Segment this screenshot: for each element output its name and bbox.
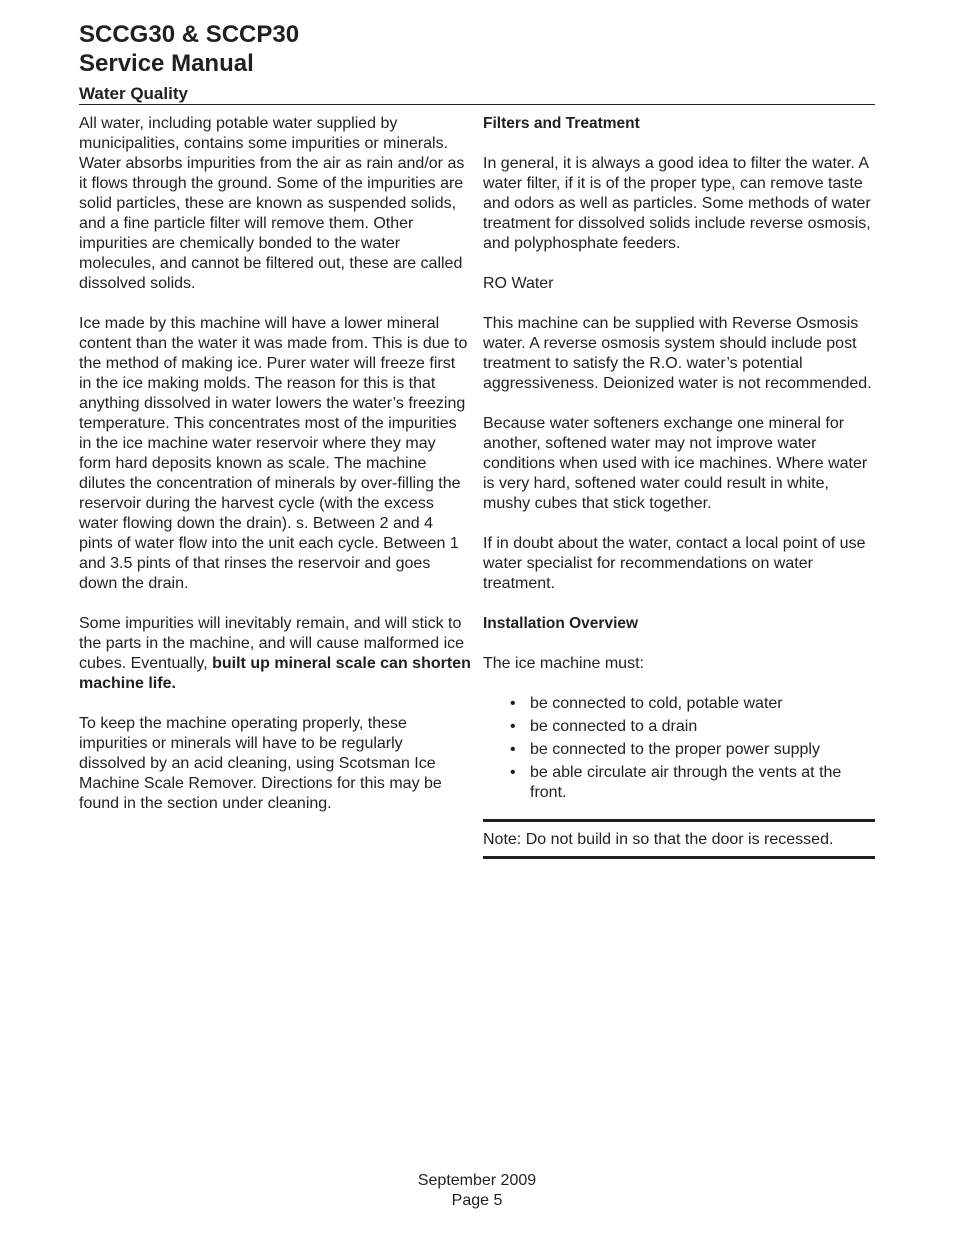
list-item-text: be connected to a drain <box>530 718 698 735</box>
bullet-icon: • <box>510 718 516 735</box>
installation-heading: Installation Overview <box>483 615 639 632</box>
bullet-icon: • <box>510 695 516 712</box>
title-line-2: Service Manual <box>79 50 254 77</box>
section-title: Water Quality <box>79 84 188 103</box>
installation-intro: The ice machine must: <box>483 655 644 672</box>
scale-warning-bold: built up mineral scale can shorten machine life. <box>79 655 471 692</box>
note-box <box>483 819 875 859</box>
ro-water-heading: RO Water <box>483 275 554 292</box>
document-title <box>79 20 299 78</box>
list-item <box>510 763 875 803</box>
header-divider <box>79 104 875 105</box>
page-number: Page 5 <box>451 1192 503 1209</box>
ro-water-paragraph: This machine can be supplied with Reverse Osmosis water. A reverse osmosis system should include post treatment to satisfy the R.O. water’s potential aggressiveness. Deionized water is not recommended. <box>483 315 872 392</box>
right-column <box>483 114 875 859</box>
list-item <box>510 740 875 760</box>
note-text: Note: Do not build in so that the door is recessed. <box>483 831 834 848</box>
bullet-icon: • <box>510 764 516 781</box>
title-line-1: SCCG30 & SCCP30 <box>79 21 300 48</box>
list-item <box>510 694 875 714</box>
scale-warning-text: Some impurities will inevitably remain, and will stick to the parts in the machine, and will cause malformed ice cubes. Eventually, <box>79 615 465 672</box>
water-doubt-paragraph: If in doubt about the water, contact a local point of use water specialist for recommendations on water treatment. <box>483 535 866 592</box>
filters-paragraph: In general, it is always a good idea to filter the water. A water filter, if it is of the proper type, can remove taste and odors as well as particles. Some methods of water treatment for dissolved solids include reverse osmosis, and polyphosphate feeders. <box>483 155 871 252</box>
paragraph-mineral-content: Ice made by this machine will have a lower mineral content than the water it was made from. This is due to the method of making ice. Purer water will freeze first in the ice making molds. The reason for this is that anything dissolved in water lowers the water’s freezing temperature. This concentrates most of the impurities in the ice machine water reservoir where they may form hard deposits known as scale. The machine dilutes the concentration of minerals by over-filling the reservoir during the harvest cycle (with the excess water flowing down the drain). s. Between 2 and 4 pints of water flow into the unit each cycle. Between 1 and 3.5 pints of that rinses the reservoir and goes down the drain. <box>79 315 468 592</box>
list-item-text: be connected to the proper power supply <box>530 741 820 758</box>
paragraph-impurities: All water, including potable water supplied by municipalities, contains some impurities or minerals. Water absorbs impurities from the air as rain and/or as it flows through the ground. Some of the impurities are solid particles, these are known as suspended solids, and a fine particle filter will remove them. Other impurities are chemically bonded to the water molecules, and cannot be filtered out, these are called dissolved solids. <box>79 115 465 292</box>
paragraph-scale-warning <box>79 614 471 694</box>
page-footer <box>0 1171 954 1211</box>
list-item-text: be connected to cold, potable water <box>530 695 783 712</box>
left-column <box>79 114 471 834</box>
list-item-text: be able circulate air through the vents at the front. <box>530 764 842 801</box>
list-item <box>510 717 875 737</box>
paragraph-cleaning: To keep the machine operating properly, these impurities or minerals will have to be regularly dissolved by an acid cleaning, using Scotsman Ice Machine Scale Remover. Directions for this may be found in the section under cleaning. <box>79 715 442 812</box>
installation-list <box>483 694 875 803</box>
footer-date: September 2009 <box>417 1172 537 1189</box>
softener-paragraph: Because water softeners exchange one mineral for another, softened water may not improve water conditions when used with ice machines. Where water is very hard, softened water could result in white, mushy cubes that stick together. <box>483 415 868 512</box>
bullet-icon: • <box>510 741 516 758</box>
filters-heading: Filters and Treatment <box>483 115 640 132</box>
